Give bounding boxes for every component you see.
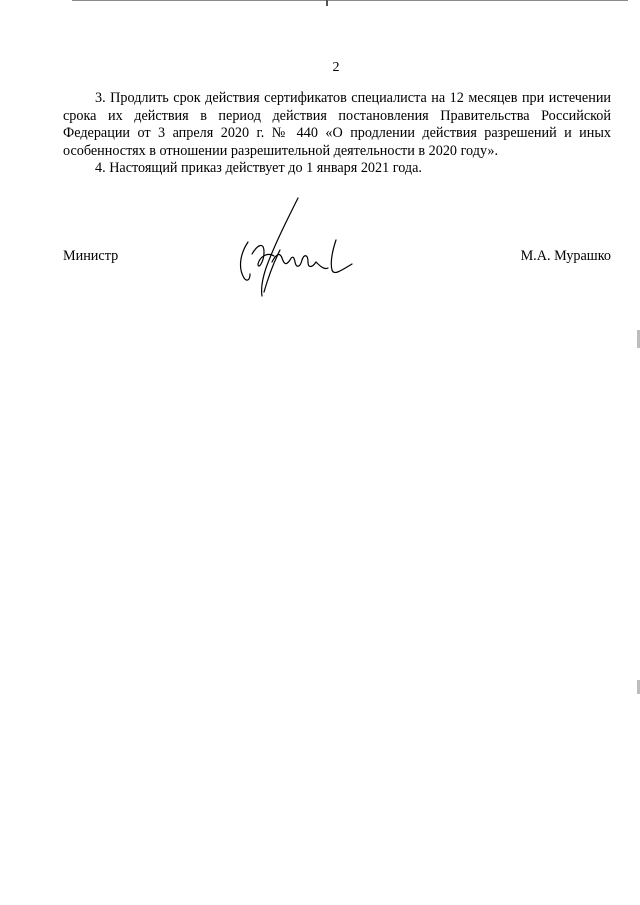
page-number: 2 (332, 60, 340, 75)
paragraph-4: 4. Настоящий приказ действует до 1 января 2021 года. (95, 160, 422, 177)
scan-top-edge-line (72, 0, 628, 1)
scan-top-tick (326, 0, 328, 6)
signatory-name: М.А. Мурашко (520, 248, 611, 264)
handwritten-signature-icon (228, 196, 358, 300)
paragraph-3: 3. Продлить срок действия сертификатов специалиста на 12 месяцев при истечении срока их действия в период действия постановления Правительства Российской Федерации от 3 апреля 2020 г. № 440 «О продлении действия разрешений и иных особенностях в отношении разрешительной деятельности в 2020 году». (63, 90, 611, 159)
signatory-position: Министр (63, 248, 119, 264)
document-body (63, 90, 611, 178)
